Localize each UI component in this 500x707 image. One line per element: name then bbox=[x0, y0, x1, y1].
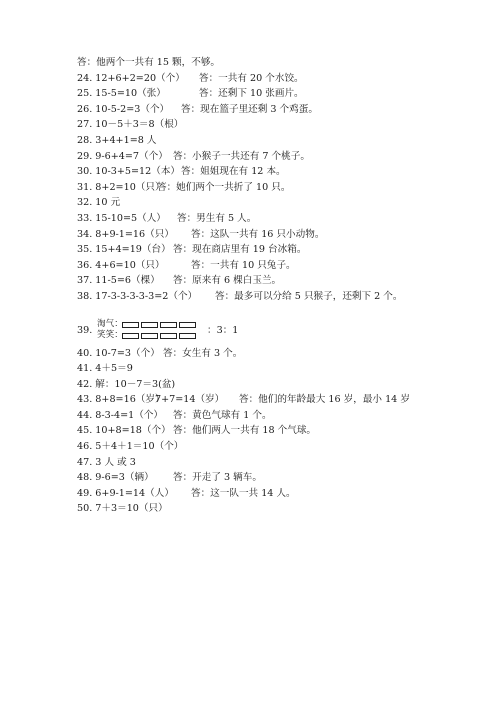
answer-text: 答：一共有 20 个水饺。 bbox=[199, 72, 304, 84]
answer-text: 答：最多可以分给 5 只猴子，还剩下 2 个。 bbox=[215, 290, 403, 302]
answer-text: 答：原来有 6 棵白玉兰。 bbox=[173, 275, 282, 287]
answer-line bbox=[77, 273, 487, 289]
equation-text: 44. 8-3-4=1（个） bbox=[77, 409, 164, 421]
answer-line bbox=[77, 486, 487, 502]
answer-line bbox=[77, 501, 487, 517]
answer-text: 答：小猴子一共还有 7 个桃子。 bbox=[173, 150, 310, 162]
answer-text: 答：这一队一共 14 人。 bbox=[191, 487, 296, 499]
answer-line bbox=[77, 133, 487, 149]
bar-segment bbox=[160, 322, 177, 328]
equation-text: 42. 解：10－7＝3(盆) bbox=[77, 378, 176, 390]
equation-text: 32. 10 元 bbox=[77, 197, 121, 209]
bar-segment bbox=[179, 333, 196, 339]
answer-text: 答：黄色气球有 1 个。 bbox=[173, 409, 272, 421]
equation-text: 35. 15+4=19（台） bbox=[77, 244, 171, 256]
answer-line bbox=[77, 377, 487, 393]
answer-line bbox=[77, 455, 487, 471]
answer-line bbox=[77, 117, 487, 133]
equation-text: 47. 3 人 或 3 bbox=[77, 456, 136, 468]
answer-text: 答：开走了 3 辆车。 bbox=[173, 472, 262, 484]
answer-text: 答：他两个一共有 15 颗，不够。 bbox=[77, 57, 221, 68]
equation-text: 34. 8+9-1=16（只） bbox=[77, 228, 174, 240]
answer-line bbox=[77, 346, 487, 362]
answer-line bbox=[77, 361, 487, 377]
equation-text: 25. 15-5=10（张） bbox=[77, 88, 166, 100]
equation-text: 36. 4+6=10（只） bbox=[77, 259, 165, 271]
answer-line bbox=[77, 149, 487, 165]
answer-text: 答：女生有 3 个。 bbox=[163, 347, 243, 359]
bar-segment bbox=[141, 322, 158, 328]
answer-line bbox=[77, 180, 487, 196]
equation-text: 50. 7＋3＝10（只） bbox=[77, 503, 168, 515]
answer-line bbox=[77, 227, 487, 243]
answer-line bbox=[77, 55, 487, 71]
equation-text: 49. 6+9-1=14（人） bbox=[77, 487, 174, 499]
answer-line bbox=[77, 164, 487, 180]
answer-line bbox=[77, 423, 487, 439]
equation-text: 29. 9-6+4=7（个） bbox=[77, 150, 168, 162]
answer-line bbox=[77, 392, 487, 408]
answer-text: 答：男生有 5 人。 bbox=[177, 212, 257, 224]
answer-line bbox=[77, 195, 487, 211]
answer-text: 答：她们两个一共折了 10 只。 bbox=[157, 181, 291, 193]
equation-text: 48. 9-6=3（辆） bbox=[77, 472, 154, 484]
answer-text: 答：他们两人一共有 18 个气球。 bbox=[173, 425, 317, 437]
answer-line bbox=[77, 102, 487, 118]
equation-text: 33. 15-10=5（人） bbox=[77, 212, 166, 224]
question-number: 39. bbox=[77, 324, 93, 336]
equation-text: 27. 10－5＋3＝8（根） bbox=[77, 119, 184, 131]
equation-text: 45. 10+8=18（个） bbox=[77, 425, 171, 437]
answer-text: 答：这队一共有 16 只小动物。 bbox=[191, 228, 325, 240]
spacer bbox=[77, 305, 487, 319]
bar-segment bbox=[179, 322, 196, 328]
answer-line bbox=[77, 289, 487, 305]
bar-segment bbox=[122, 322, 139, 328]
answer-text: 答：现在篮子里还剩 3 个鸡蛋。 bbox=[181, 103, 318, 115]
equation-text: 38. 17-3-3-3-3-3=2（个） bbox=[77, 290, 198, 302]
equation-text: 46. 5＋4＋1＝10（个） bbox=[77, 441, 184, 453]
bar-segment bbox=[122, 333, 139, 339]
equation-text: 24. 12+6+2=20（个） bbox=[77, 72, 185, 84]
answer-line bbox=[77, 211, 487, 227]
bar-segment bbox=[141, 333, 158, 339]
answer-line bbox=[77, 258, 487, 274]
answer-line bbox=[77, 71, 487, 87]
answer-line bbox=[77, 439, 487, 455]
answer-line bbox=[77, 86, 487, 102]
equation-text: 41. 4＋5＝9 bbox=[77, 363, 133, 375]
equation-text: 43. 8+8=16（岁） bbox=[77, 394, 165, 406]
question-39 bbox=[77, 319, 487, 341]
answer-line bbox=[77, 242, 487, 258]
bar-segment bbox=[160, 333, 177, 339]
answer-text: 答：他们的年龄最大 16 岁，最小 14 岁 bbox=[239, 394, 410, 406]
equation-text: 31. 8+2=10（只） bbox=[77, 181, 165, 193]
answer-text: 答：一共有 10 只兔子。 bbox=[191, 259, 296, 271]
equation-text: 30. 10-3+5=12（本） bbox=[77, 166, 181, 178]
equation-text: 28. 3+4+1=8 人 bbox=[77, 134, 157, 146]
answer-text: 答：现在商店里有 19 台冰箱。 bbox=[173, 244, 307, 256]
equation-text: 40. 10-7=3（个） bbox=[77, 347, 160, 359]
equation-text: 37. 11-5=6（棵） bbox=[77, 275, 160, 287]
answer-list bbox=[77, 55, 487, 517]
answer-text: 答：姐姐现在有 12 本。 bbox=[181, 166, 286, 178]
label-taoqi: 淘气： bbox=[97, 318, 123, 329]
answer-text: 答：还剩下 10 张画片。 bbox=[199, 88, 304, 100]
ratio-text: ：3：1 bbox=[207, 324, 239, 336]
equation-text: 7+7=14（岁） bbox=[155, 394, 225, 406]
answer-line bbox=[77, 470, 487, 486]
answer-line bbox=[77, 408, 487, 424]
label-xiaoxiao: 笑笑： bbox=[97, 329, 123, 340]
equation-text: 26. 10-5-2=3（个） bbox=[77, 103, 170, 115]
